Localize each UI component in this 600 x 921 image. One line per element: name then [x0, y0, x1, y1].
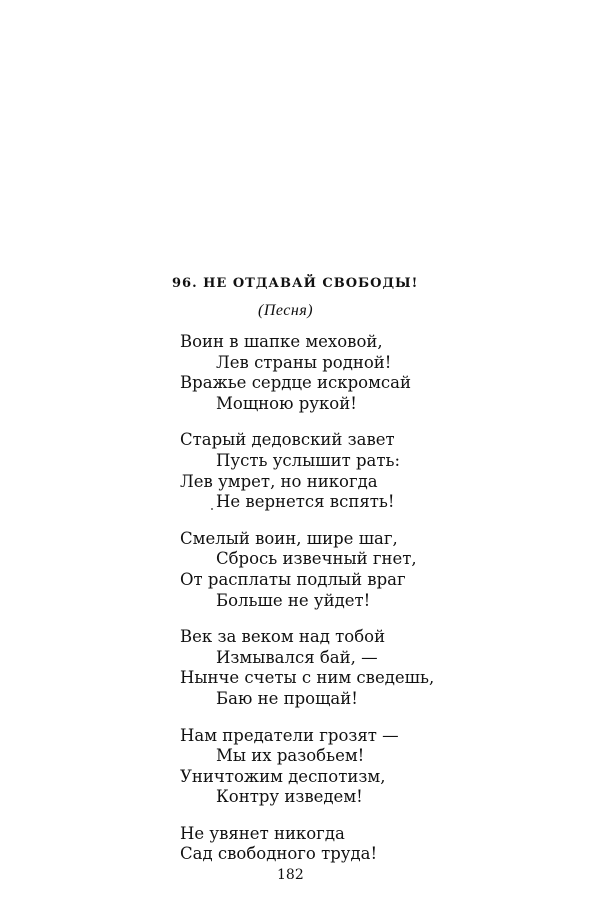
stanza-2 — [180, 430, 434, 512]
print-speck — [211, 508, 213, 510]
poem-line: Пусть услышит рать: — [216, 450, 401, 470]
poem-line: Сад свободного труда! — [180, 844, 378, 864]
poem-title: 96. НЕ ОТДАВАЙ СВОБОДЫ! — [172, 276, 419, 291]
poem-body — [180, 332, 434, 881]
stanza-6 — [180, 824, 434, 865]
poem-line: Больше не уйдет! — [216, 590, 371, 610]
poem-line: Воин в шапке меховой, — [180, 332, 383, 351]
poem-line: Лев страны родной! — [216, 352, 392, 372]
poem-line: От расплаты подлый враг — [180, 569, 406, 589]
poem-line: Баю не прощай! — [216, 688, 358, 708]
poem-line: Не вернется вспять! — [216, 492, 395, 512]
poem-line: Смелый воин, шире шаг, — [180, 528, 398, 548]
poem-line: Мы их разобьем! — [216, 746, 365, 766]
stanza-4 — [180, 627, 434, 709]
poem-line: Не увянет никогда — [180, 823, 345, 843]
poem-line: Мощною рукой! — [216, 393, 357, 413]
poem-line: Сбрось извечный гнет, — [216, 549, 417, 569]
poem-line: Уничтожим деспотизм, — [180, 766, 386, 786]
poem-line: Лев умрет, но никогда — [180, 471, 378, 491]
poem-line: Век за веком над тобой — [180, 627, 386, 647]
stanza-5 — [180, 726, 434, 808]
page-number: 182 — [277, 867, 304, 883]
poem-line: Контру изведем! — [216, 787, 363, 807]
stanza-3 — [180, 529, 434, 611]
poem-line: Нынче счеты с ним сведешь, — [180, 668, 435, 688]
poem-line: Старый дедовский завет — [180, 430, 395, 450]
poem-subtitle: (Песня) — [258, 302, 314, 319]
poem-line: Нам предатели грозят — — [180, 725, 399, 745]
stanza-1 — [180, 332, 434, 414]
poem-line: Измывался бай, — — [216, 647, 378, 667]
poem-line: Вражье сердце искромсай — [180, 373, 411, 393]
